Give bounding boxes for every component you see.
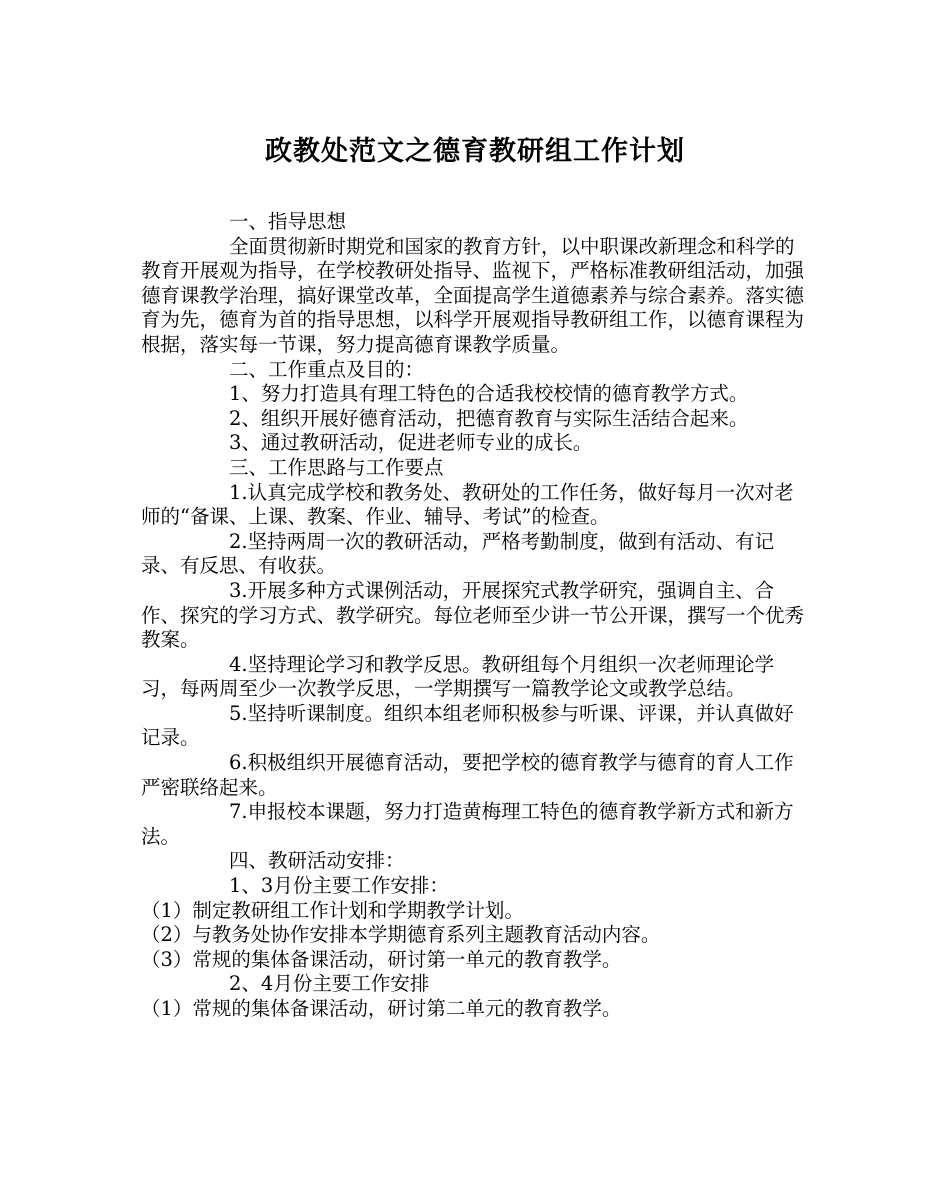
schedule-april-heading: 2、4月份主要工作安排 <box>229 972 430 996</box>
heading-work-approach: 三、工作思路与工作要点 <box>229 455 444 479</box>
schedule-march-item-1: （1）制定教研组工作计划和学期教学计划。 <box>141 898 524 922</box>
approach-item-1: 1.认真完成学校和教务处、教研处的工作任务，做好每月一次对老师的“备课、上课、教案、作业、辅导、考试”的检查。 <box>141 480 794 529</box>
schedule-march-item-2: （2）与教务处协作安排本学期德育系列主题教育活动内容。 <box>141 923 661 947</box>
paragraph-guiding-ideology: 全面贯彻新时期党和国家的教育方针，以中职课改新理念和科学的教育开展观为指导，在学校教研处指导、监视下，严格标准教研组活动，加强德育课教学治理，搞好课堂改革，全面提高学生道德素养与综合素养。落实德育为先，德育为首的指导思想，以科学开展观指导教研组工作，以德育课程为根据，落实每一节课，努力提高德育课教学质量。 <box>141 234 805 356</box>
approach-item-7: 7.申报校本课题，努力打造黄梅理工特色的德育教学新方式和新方法。 <box>141 800 794 848</box>
heading-work-focus: 二、工作重点及目的： <box>229 357 425 381</box>
document-title: 政教处范文之德育教研组工作计划 <box>265 136 685 167</box>
heading-guiding-ideology: 一、指导思想 <box>229 210 347 233</box>
schedule-march-heading: 1、3月份主要工作安排： <box>229 874 449 898</box>
approach-item-4: 4.坚持理论学习和教学反思。教研组每个月组织一次老师理论学习，每两周至少一次教学反思，一学期撰写一篇教学论文或教学总结。 <box>141 652 775 701</box>
schedule-march-item-3: （3）常规的集体备课活动，研讨第一单元的教育教学。 <box>141 947 622 971</box>
focus-item-3: 3、通过教研活动，促进老师专业的成长。 <box>229 431 593 455</box>
document-body <box>141 210 813 1022</box>
heading-activity-schedule: 四、教研活动安排： <box>229 849 405 873</box>
approach-item-5: 5.坚持听课制度。组织本组老师积极参与听课、评课，并认真做好记录。 <box>141 701 794 750</box>
schedule-april-item-1: （1）常规的集体备课活动，研讨第二单元的教育教学。 <box>141 997 622 1020</box>
approach-item-2: 2.坚持两周一次的教研活动，严格考勤制度，做到有活动、有记录、有反思、有收获。 <box>141 529 775 578</box>
approach-item-3: 3.开展多种方式课例活动，开展探究式教学研究，强调自主、合作、探究的学习方式、教学研究。每位老师至少讲一节公开课，撰写一个优秀教案。 <box>141 578 805 652</box>
approach-item-6: 6.积极组织开展德育活动，要把学校的德育教学与德育的育人工作严密联络起来。 <box>141 751 794 799</box>
focus-item-2: 2、组织开展好德育活动，把德育教育与实际生活结合起来。 <box>229 406 749 430</box>
focus-item-1: 1、努力打造具有理工特色的合适我校校情的德育教学方式。 <box>229 382 749 406</box>
